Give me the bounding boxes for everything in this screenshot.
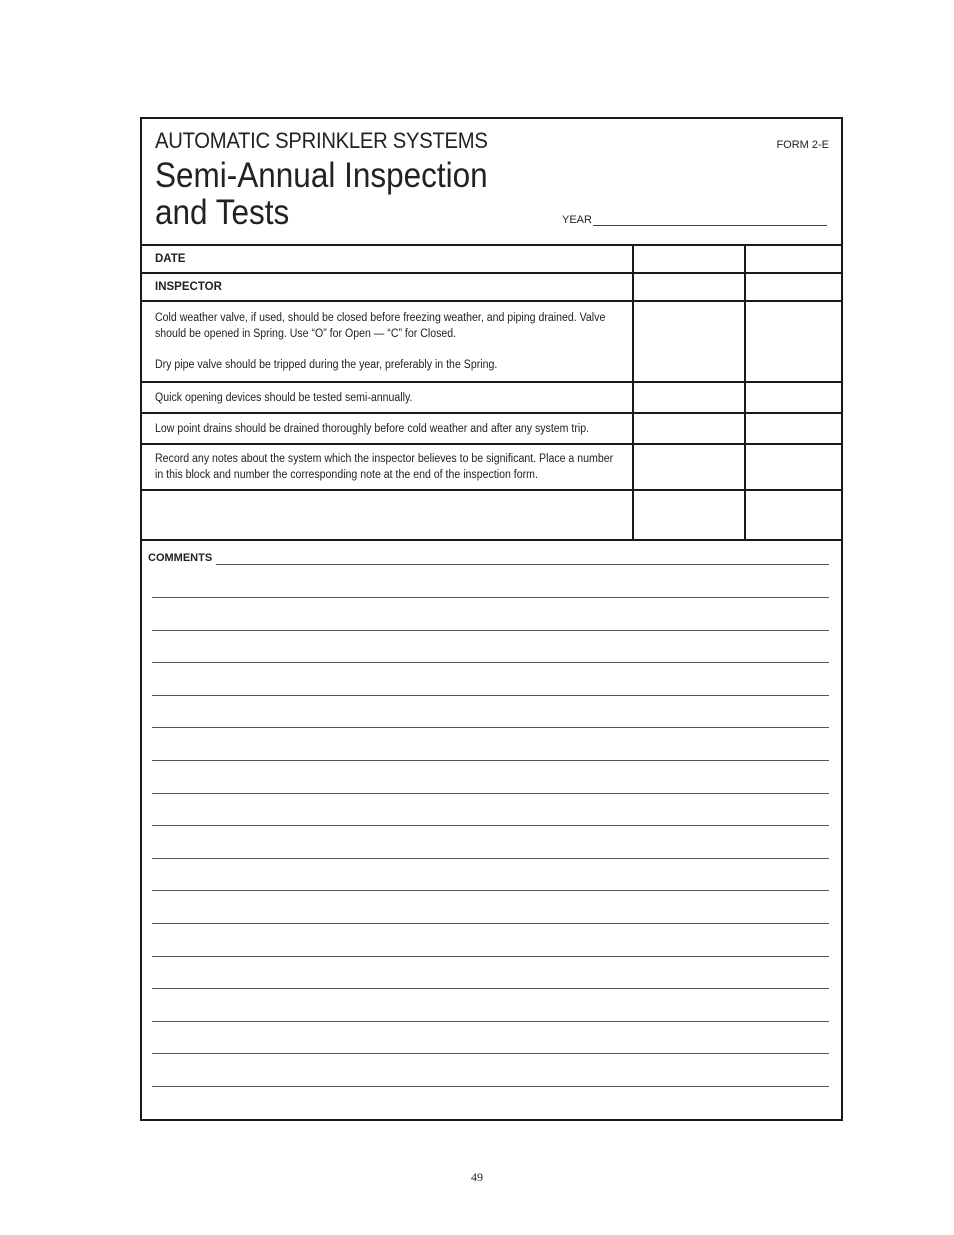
quick-opening-cell-1[interactable]	[633, 382, 745, 413]
table-row-inspector	[142, 273, 841, 301]
year-label: YEAR	[562, 214, 592, 226]
record-notes-cell-2[interactable]	[745, 444, 841, 490]
comment-line[interactable]	[152, 956, 829, 957]
inspection-table	[142, 244, 841, 541]
dry-pipe-instruction: Dry pipe valve should be tripped during the year, preferably in the Spring.	[155, 359, 498, 371]
low-point-text: Low point drains should be drained thoroughly before cold weather and after any system trip.	[155, 422, 590, 435]
low-point-cell-2[interactable]	[745, 413, 841, 444]
blank-cell-label[interactable]	[142, 490, 633, 540]
table-row-cold-weather	[142, 301, 841, 382]
comment-line[interactable]	[152, 597, 829, 598]
table-row-record-notes	[142, 444, 841, 490]
comment-line[interactable]	[152, 630, 829, 631]
form-title: Semi-Annual Inspection and Tests	[155, 156, 488, 232]
quick-opening-text: Quick opening devices should be tested semi-annually.	[155, 391, 413, 404]
form-subtitle: AUTOMATIC SPRINKLER SYSTEMS	[155, 128, 488, 153]
quick-opening-cell-2[interactable]	[745, 382, 841, 413]
comment-line[interactable]	[152, 858, 829, 859]
comment-line[interactable]	[216, 564, 829, 565]
table-row-blank	[142, 490, 841, 540]
comment-line[interactable]	[152, 793, 829, 794]
inspector-cell-1[interactable]	[633, 273, 745, 301]
cold-weather-cell-1[interactable]	[633, 301, 745, 382]
comments-label: COMMENTS	[148, 552, 213, 564]
record-notes-cell-1[interactable]	[633, 444, 745, 490]
comment-line[interactable]	[152, 760, 829, 761]
comment-line[interactable]	[152, 1053, 829, 1054]
record-notes-text: Record any notes about the system which the inspector believes to be significant. Place a number in this block and number the corresponding note at the end of the inspection form.	[155, 453, 614, 481]
comment-line[interactable]	[152, 695, 829, 696]
table-row-low-point	[142, 413, 841, 444]
comment-line[interactable]	[152, 825, 829, 826]
blank-cell-2[interactable]	[745, 490, 841, 540]
cold-weather-text	[155, 310, 615, 373]
comment-line[interactable]	[152, 890, 829, 891]
comment-line[interactable]	[152, 923, 829, 924]
comment-line[interactable]	[152, 727, 829, 728]
date-cell-1[interactable]	[633, 245, 745, 273]
date-cell-2[interactable]	[745, 245, 841, 273]
comment-line[interactable]	[152, 1086, 829, 1087]
inspection-form	[140, 117, 843, 1121]
table-row-quick-opening	[142, 382, 841, 413]
low-point-cell-1[interactable]	[633, 413, 745, 444]
date-label: DATE	[155, 253, 186, 265]
page-number: 49	[471, 1170, 483, 1184]
inspector-label: INSPECTOR	[155, 281, 222, 293]
inspector-cell-2[interactable]	[745, 273, 841, 301]
cold-weather-instruction: Cold weather valve, if used, should be closed before freezing weather, and piping drained. Valve should be opened in Spring. Use “O” for Open — “C” for Closed.	[155, 312, 606, 340]
year-field[interactable]	[593, 225, 827, 226]
comment-line[interactable]	[152, 662, 829, 663]
comment-line[interactable]	[152, 1021, 829, 1022]
form-header	[142, 119, 841, 244]
comment-line[interactable]	[152, 988, 829, 989]
blank-cell-1[interactable]	[633, 490, 745, 540]
cold-weather-cell-2[interactable]	[745, 301, 841, 382]
table-row-date	[142, 245, 841, 273]
form-number: FORM 2-E	[776, 139, 829, 151]
